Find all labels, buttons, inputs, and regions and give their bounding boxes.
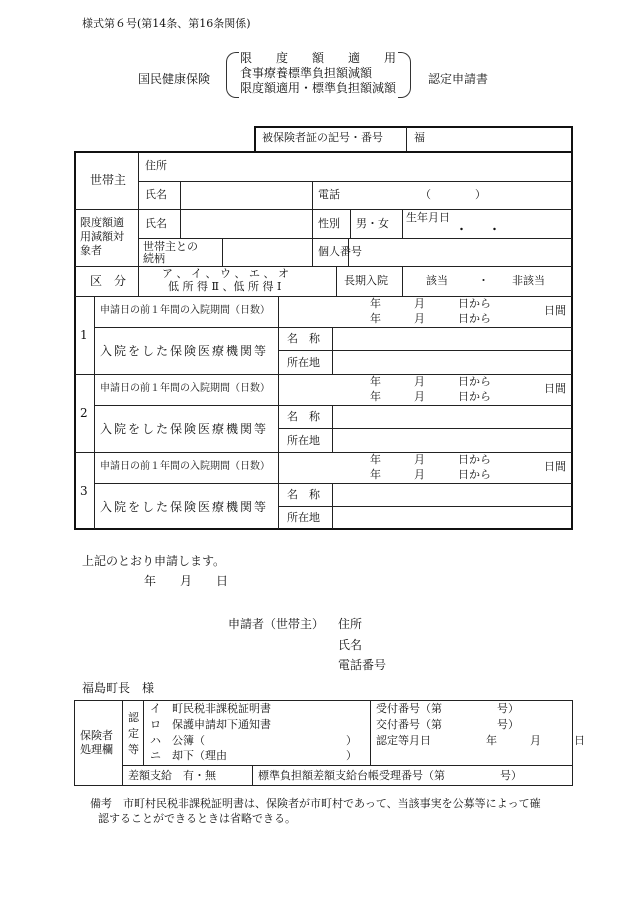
col-line-phone [312,181,313,209]
stay1-institution-label: 入院をした保険医療機関等 [100,344,269,358]
stay1-location-field[interactable] [334,352,570,373]
office-item-1[interactable]: イ 町民税非課税証明書 [150,702,271,715]
stay3-period-divider [278,452,279,483]
diff-payment[interactable]: 差額支給 有・無 [128,769,216,782]
office-item-4-close: ） [346,749,357,762]
stay2-number: 2 [80,406,88,420]
table-top-border [74,151,573,153]
form-number: 様式第６号(第14条、第16条関係) [82,17,251,30]
stay1-to-date[interactable]: 年 月 日から [370,312,491,325]
stay2-label-divider [332,405,333,452]
hoh-label: 世帯主 [90,173,127,187]
col-line-birth [402,209,403,238]
long-term-applicable[interactable]: 該当 [426,274,448,287]
relation-field[interactable] [223,240,311,265]
class-options-line1[interactable]: ア 、 イ 、 ウ 、 エ 、 オ [162,267,289,280]
receipt-number[interactable]: 受付番号（第 号） [376,702,519,715]
office-label-divider [122,700,123,786]
stay2-period-label: 申請日の前１年間の入院期間（日数） [100,383,270,394]
cert-char-1: 認 [128,711,139,724]
stay2-name-line [278,428,572,429]
left-brace [226,52,239,98]
applicant-phone-label: 電話番号 [338,658,387,672]
stay2-end-line [75,452,572,453]
insured-divider [406,127,407,152]
col-line-section [138,153,139,266]
stay1-days-label: 日間 [544,304,566,317]
stay3-name-label: 名 称 [287,488,320,501]
stay1-location-label: 所在地 [287,356,320,369]
cert-char-3: 等 [128,743,139,756]
stay1-period-divider [278,296,279,327]
office-label-line1: 保険者 [80,729,113,742]
relation-label-line2: 続柄 [143,252,165,265]
office-right-divider [370,700,371,765]
office-label-line2: 処理欄 [80,743,113,756]
stay3-from-date[interactable]: 年 月 日から [370,453,491,466]
gender-options[interactable]: 男・女 [356,217,389,230]
stay3-to-date[interactable]: 年 月 日から [370,468,491,481]
stay1-name-line [278,350,572,351]
stay1-number: 1 [80,328,88,342]
stay1-mid-line [94,327,572,328]
col-line-class [138,266,139,296]
insured-left-border [254,126,256,152]
office-top [74,700,573,701]
stay3-location-field[interactable] [334,508,570,527]
stay3-label-divider [332,483,333,529]
table-left-border [74,151,76,529]
office-bottom-divider [252,765,253,785]
stay2-from-date[interactable]: 年 月 日から [370,375,491,388]
stay2-period-divider [278,374,279,405]
office-mid-line [122,765,572,766]
stay3-name-line [278,506,572,507]
hoh-address-field[interactable] [181,154,570,180]
office-item-4[interactable]: ニ 却下（理由 [150,749,227,762]
stay1-name-field[interactable] [334,329,570,349]
target-label-line1: 限度額適 [80,216,124,229]
cert-date[interactable]: 認定等月日 年 月 日 [376,734,585,747]
stay2-to-date[interactable]: 年 月 日から [370,390,491,403]
applicant-label: 申請者（世帯主） [228,617,325,631]
office-left [74,700,75,786]
row-line-target-end [75,266,572,267]
office-item-2[interactable]: ロ 保護申請却下通知書 [150,718,271,731]
col-line-stay-no [94,296,95,529]
class-options-line2[interactable]: 低 所 得 Ⅱ 、低 所 得 Ⅰ [168,280,282,293]
stay2-name-label: 名 称 [287,410,320,423]
stay3-days-label: 日間 [544,460,566,473]
stay3-location-label: 所在地 [287,511,320,524]
stay2-mid-line [94,405,572,406]
hoh-address-label: 住所 [145,159,167,172]
stay1-period-label: 申請日の前１年間の入院期間（日数） [100,305,270,316]
remarks-line1: 備考 市町村民税非課税証明書は、保険者が市町村であって、当該事実を公募等によって確 [90,797,541,810]
birth-date-field[interactable]: ・ ・ [456,223,500,236]
stay3-number: 3 [80,484,88,498]
office-item-3-close: ） [346,734,357,747]
stay1-end-line [75,374,572,375]
title-suffix: 認定申請書 [428,72,489,86]
application-date[interactable]: 年 月 日 [144,574,229,588]
relation-label-line1: 世帯主との [143,240,198,253]
row-line-hoh-end [75,209,572,210]
hoh-name-label: 氏名 [145,188,167,201]
addressee: 福島町長 様 [82,681,155,695]
stay1-label-divider [332,327,333,374]
stay2-name-field[interactable] [334,407,570,427]
col-line-longterm-value [402,266,403,296]
insured-value[interactable]: 福 [414,131,425,144]
gender-label: 性別 [318,217,340,230]
target-label-line2: 用減額対 [80,230,124,243]
stay3-mid-line [94,483,572,484]
hoh-phone-label: 電話 [318,188,340,201]
insured-top-border [254,126,572,128]
target-name-label: 氏名 [145,217,167,230]
ledger-number[interactable]: 標準負担額差額支給台帳受理番号（第 号） [258,769,522,782]
individual-number-label: 個人番号 [318,245,362,258]
hoh-name-field[interactable] [181,183,311,208]
stay2-location-field[interactable] [334,430,570,451]
individual-number-field[interactable] [350,240,570,265]
col-line-longterm [336,266,337,296]
issue-number[interactable]: 交付番号（第 号） [376,718,519,731]
col-line-gender-value [350,209,351,238]
declaration-text: 上記のとおり申請します。 [82,554,226,568]
insured-label: 被保険者証の記号・番号 [262,131,383,144]
title-option-3: 限度額適用・標準負担額減額 [240,81,397,95]
title-option-2: 食事療養標準負担額減額 [240,66,373,80]
long-term-label: 長期入院 [344,274,388,287]
target-label-line3: 象者 [80,244,102,257]
row-line-address [138,181,572,182]
stay1-from-date[interactable]: 年 月 日から [370,297,491,310]
remarks-line2: 認することができるときは省略できる。 [98,812,296,825]
stay1-name-label: 名 称 [287,332,320,345]
stay3-period-label: 申請日の前１年間の入院期間（日数） [100,461,270,472]
col-line-gender [312,209,313,266]
stay2-days-label: 日間 [544,382,566,395]
long-term-not-applicable[interactable]: 非該当 [512,274,545,287]
stay2-location-label: 所在地 [287,434,320,447]
stay2-institution-label: 入院をした保険医療機関等 [100,422,269,436]
long-term-separator: ・ [478,274,489,287]
target-name-field[interactable] [181,211,311,237]
applicant-name-label: 氏名 [338,638,363,652]
table-bottom-border [74,528,573,530]
office-item-3[interactable]: ハ 公簿（ [150,734,205,747]
stay3-name-field[interactable] [334,485,570,505]
applicant-address-label: 住所 [338,617,363,631]
row-line-target-mid [138,238,572,239]
title-option-1: 限 度 額 適 用 [240,51,397,65]
office-cert-divider [143,700,144,765]
hoh-phone-field[interactable]: （ ） [420,188,486,201]
right-brace [398,52,411,98]
stay2-inst-divider [278,405,279,452]
stay1-inst-divider [278,327,279,374]
birth-label: 生年月日 [406,211,450,224]
stay3-inst-divider [278,483,279,529]
row-line-class-end [75,296,572,297]
stay3-institution-label: 入院をした保険医療機関等 [100,500,269,514]
office-bottom [74,785,573,786]
title-prefix: 国民健康保険 [138,72,211,86]
cert-char-2: 定 [128,727,139,740]
class-label: 区 分 [90,274,127,288]
